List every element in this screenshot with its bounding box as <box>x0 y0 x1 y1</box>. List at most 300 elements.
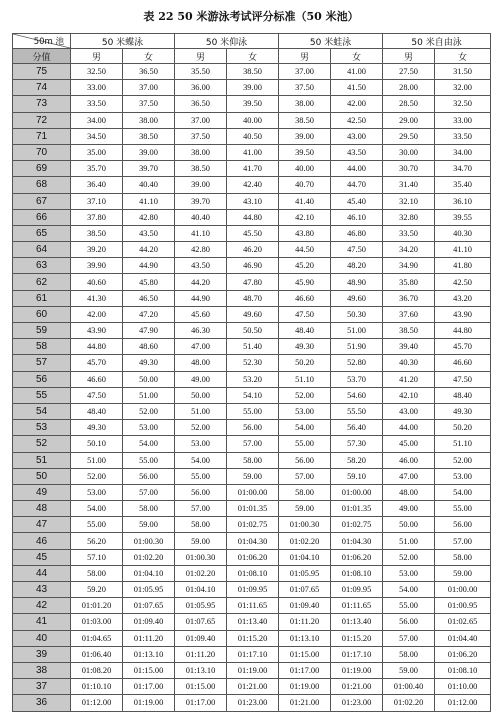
cell-freestyle-female: 48.40 <box>435 387 491 403</box>
cell-butterfly-male: 49.30 <box>71 420 123 436</box>
cell-freestyle-male: 01:00.40 <box>383 679 435 695</box>
cell-backstroke-male: 01:13.10 <box>175 662 227 678</box>
cell-backstroke-male: 49.00 <box>175 371 227 387</box>
cell-butterfly-male: 39.20 <box>71 242 123 258</box>
table-row <box>13 403 491 419</box>
cell-butterfly-female: 01:00.30 <box>123 533 175 549</box>
cell-butterfly-male: 38.50 <box>71 225 123 241</box>
cell-freestyle-female: 36.10 <box>435 193 491 209</box>
table-row <box>13 565 491 581</box>
cell-butterfly-female: 01:11.20 <box>123 630 175 646</box>
cell-breaststroke-female: 43.00 <box>331 128 383 144</box>
cell-backstroke-female: 46.20 <box>227 242 279 258</box>
cell-breaststroke-male: 01:02.20 <box>279 533 331 549</box>
cell-breaststroke-male: 37.50 <box>279 80 331 96</box>
pool-label: 50m 池 <box>33 37 64 47</box>
cell-freestyle-female: 33.50 <box>435 128 491 144</box>
cell-freestyle-male: 37.60 <box>383 306 435 322</box>
cell-breaststroke-male: 54.00 <box>279 420 331 436</box>
cell-butterfly-female: 38.00 <box>123 112 175 128</box>
table-row <box>13 679 491 695</box>
cell-score: 54 <box>13 403 71 419</box>
table-title: 表 22 50 米游泳考试评分标准（50 米池） <box>143 10 359 23</box>
cell-freestyle-female: 39.55 <box>435 209 491 225</box>
cell-breaststroke-male: 01:21.00 <box>279 695 331 711</box>
cell-backstroke-female: 59.00 <box>227 468 279 484</box>
cell-freestyle-male: 58.00 <box>383 646 435 662</box>
cell-backstroke-male: 01:09.40 <box>175 630 227 646</box>
cell-breaststroke-male: 39.00 <box>279 128 331 144</box>
cell-butterfly-male: 39.90 <box>71 258 123 274</box>
cell-butterfly-female: 01:19.00 <box>123 695 175 711</box>
cell-backstroke-male: 56.00 <box>175 484 227 500</box>
cell-freestyle-male: 32.10 <box>383 193 435 209</box>
cell-freestyle-female: 33.00 <box>435 112 491 128</box>
cell-breaststroke-female: 42.50 <box>331 112 383 128</box>
table-row <box>13 209 491 225</box>
cell-backstroke-male: 40.40 <box>175 209 227 225</box>
cell-freestyle-male: 54.00 <box>383 582 435 598</box>
cell-backstroke-female: 54.10 <box>227 387 279 403</box>
cell-freestyle-male: 27.50 <box>383 64 435 80</box>
cell-backstroke-male: 41.10 <box>175 225 227 241</box>
cell-backstroke-male: 55.00 <box>175 468 227 484</box>
cell-breaststroke-female: 01:15.20 <box>331 630 383 646</box>
cell-freestyle-female: 46.60 <box>435 355 491 371</box>
cell-freestyle-male: 41.20 <box>383 371 435 387</box>
cell-butterfly-female: 01:13.10 <box>123 646 175 662</box>
cell-score: 69 <box>13 161 71 177</box>
cell-butterfly-female: 43.50 <box>123 225 175 241</box>
cell-freestyle-male: 52.00 <box>383 549 435 565</box>
cell-backstroke-male: 01:15.00 <box>175 679 227 695</box>
cell-backstroke-male: 36.50 <box>175 96 227 112</box>
cell-butterfly-male: 47.50 <box>71 387 123 403</box>
cell-butterfly-male: 41.30 <box>71 290 123 306</box>
cell-score: 50 <box>13 468 71 484</box>
table-row <box>13 517 491 533</box>
cell-breaststroke-male: 38.00 <box>279 96 331 112</box>
cell-breaststroke-female: 50.30 <box>331 306 383 322</box>
cell-freestyle-female: 57.00 <box>435 533 491 549</box>
cell-backstroke-male: 38.00 <box>175 144 227 160</box>
cell-freestyle-male: 45.00 <box>383 436 435 452</box>
cell-freestyle-male: 38.50 <box>383 323 435 339</box>
cell-breaststroke-male: 40.70 <box>279 177 331 193</box>
cell-backstroke-female: 01:23.00 <box>227 695 279 711</box>
cell-freestyle-female: 35.40 <box>435 177 491 193</box>
cell-backstroke-female: 01:19.00 <box>227 662 279 678</box>
cell-butterfly-female: 48.60 <box>123 339 175 355</box>
cell-freestyle-male: 34.20 <box>383 242 435 258</box>
cell-backstroke-female: 41.00 <box>227 144 279 160</box>
cell-score: 61 <box>13 290 71 306</box>
cell-freestyle-male: 29.00 <box>383 112 435 128</box>
cell-score: 73 <box>13 96 71 112</box>
cell-score: 49 <box>13 484 71 500</box>
cell-backstroke-female: 41.70 <box>227 161 279 177</box>
table-row <box>13 549 491 565</box>
cell-backstroke-female: 44.80 <box>227 209 279 225</box>
cell-butterfly-female: 55.00 <box>123 452 175 468</box>
table-row <box>13 161 491 177</box>
cell-breaststroke-male: 41.40 <box>279 193 331 209</box>
cell-breaststroke-female: 46.10 <box>331 209 383 225</box>
cell-butterfly-male: 01:03.00 <box>71 614 123 630</box>
table-body <box>13 64 491 712</box>
table-row <box>13 339 491 355</box>
cell-breaststroke-female: 49.60 <box>331 290 383 306</box>
cell-freestyle-male: 30.00 <box>383 144 435 160</box>
cell-freestyle-female: 01:08.10 <box>435 662 491 678</box>
cell-breaststroke-female: 01:09.95 <box>331 582 383 598</box>
cell-freestyle-male: 50.00 <box>383 517 435 533</box>
cell-freestyle-male: 28.50 <box>383 96 435 112</box>
cell-breaststroke-male: 50.20 <box>279 355 331 371</box>
cell-breaststroke-female: 01:23.00 <box>331 695 383 711</box>
cell-backstroke-male: 59.00 <box>175 533 227 549</box>
cell-backstroke-female: 01:06.20 <box>227 549 279 565</box>
cell-breaststroke-male: 49.30 <box>279 339 331 355</box>
cell-freestyle-male: 47.00 <box>383 468 435 484</box>
cell-freestyle-male: 01:02.20 <box>383 695 435 711</box>
cell-score: 45 <box>13 549 71 565</box>
cell-butterfly-male: 36.40 <box>71 177 123 193</box>
cell-freestyle-female: 50.20 <box>435 420 491 436</box>
cell-backstroke-male: 57.00 <box>175 501 227 517</box>
cell-backstroke-male: 43.50 <box>175 258 227 274</box>
cell-breaststroke-male: 55.00 <box>279 436 331 452</box>
cell-freestyle-female: 41.10 <box>435 242 491 258</box>
cell-freestyle-male: 43.00 <box>383 403 435 419</box>
cell-breaststroke-female: 48.90 <box>331 274 383 290</box>
cell-backstroke-male: 47.00 <box>175 339 227 355</box>
cell-breaststroke-female: 41.50 <box>331 80 383 96</box>
cell-score: 57 <box>13 355 71 371</box>
cell-backstroke-female: 01:04.30 <box>227 533 279 549</box>
cell-freestyle-male: 34.90 <box>383 258 435 274</box>
cell-breaststroke-female: 58.20 <box>331 452 383 468</box>
cell-butterfly-male: 50.10 <box>71 436 123 452</box>
cell-freestyle-female: 01:06.20 <box>435 646 491 662</box>
cell-butterfly-male: 01:01.20 <box>71 598 123 614</box>
cell-freestyle-male: 51.00 <box>383 533 435 549</box>
female-header: 女 <box>331 49 383 64</box>
cell-backstroke-female: 48.70 <box>227 290 279 306</box>
cell-breaststroke-male: 44.50 <box>279 242 331 258</box>
cell-score: 62 <box>13 274 71 290</box>
table-row <box>13 468 491 484</box>
cell-score: 46 <box>13 533 71 549</box>
corner-header <box>13 34 71 49</box>
cell-butterfly-female: 46.50 <box>123 290 175 306</box>
cell-butterfly-female: 53.00 <box>123 420 175 436</box>
cell-butterfly-female: 49.30 <box>123 355 175 371</box>
cell-breaststroke-female: 44.00 <box>331 161 383 177</box>
cell-backstroke-female: 47.80 <box>227 274 279 290</box>
cell-breaststroke-male: 01:05.95 <box>279 565 331 581</box>
cell-breaststroke-female: 01:13.40 <box>331 614 383 630</box>
table-row <box>13 193 491 209</box>
cell-breaststroke-female: 45.40 <box>331 193 383 209</box>
cell-butterfly-male: 52.00 <box>71 468 123 484</box>
cell-score: 58 <box>13 339 71 355</box>
score-header: 分值 <box>13 49 71 64</box>
cell-freestyle-male: 31.40 <box>383 177 435 193</box>
cell-butterfly-male: 33.50 <box>71 96 123 112</box>
cell-butterfly-female: 40.40 <box>123 177 175 193</box>
cell-butterfly-female: 36.50 <box>123 64 175 80</box>
cell-butterfly-female: 42.80 <box>123 209 175 225</box>
table-row <box>13 371 491 387</box>
cell-freestyle-female: 52.00 <box>435 452 491 468</box>
cell-score: 55 <box>13 387 71 403</box>
cell-backstroke-male: 46.30 <box>175 323 227 339</box>
cell-backstroke-male: 45.60 <box>175 306 227 322</box>
cell-butterfly-female: 59.00 <box>123 517 175 533</box>
cell-butterfly-female: 47.20 <box>123 306 175 322</box>
cell-backstroke-female: 57.00 <box>227 436 279 452</box>
cell-freestyle-female: 41.80 <box>435 258 491 274</box>
cell-backstroke-female: 01:11.65 <box>227 598 279 614</box>
cell-score: 74 <box>13 80 71 96</box>
cell-score: 40 <box>13 630 71 646</box>
cell-butterfly-female: 39.00 <box>123 144 175 160</box>
cell-freestyle-female: 58.00 <box>435 549 491 565</box>
cell-score: 65 <box>13 225 71 241</box>
cell-breaststroke-female: 01:08.10 <box>331 565 383 581</box>
cell-backstroke-female: 01:17.10 <box>227 646 279 662</box>
table-row <box>13 64 491 80</box>
table-row <box>13 452 491 468</box>
table-row <box>13 630 491 646</box>
cell-score: 48 <box>13 501 71 517</box>
cell-freestyle-female: 44.80 <box>435 323 491 339</box>
table-row <box>13 177 491 193</box>
cell-butterfly-male: 35.00 <box>71 144 123 160</box>
table-row <box>13 646 491 662</box>
cell-butterfly-female: 37.00 <box>123 80 175 96</box>
cell-score: 36 <box>13 695 71 711</box>
cell-breaststroke-male: 37.00 <box>279 64 331 80</box>
cell-freestyle-male: 42.10 <box>383 387 435 403</box>
cell-breaststroke-male: 53.00 <box>279 403 331 419</box>
cell-breaststroke-female: 52.80 <box>331 355 383 371</box>
table-row <box>13 582 491 598</box>
cell-butterfly-male: 42.00 <box>71 306 123 322</box>
cell-backstroke-male: 58.00 <box>175 517 227 533</box>
cell-breaststroke-female: 51.90 <box>331 339 383 355</box>
cell-score: 43 <box>13 582 71 598</box>
table-row <box>13 598 491 614</box>
cell-butterfly-female: 01:04.10 <box>123 565 175 581</box>
table-row <box>13 128 491 144</box>
event-header-freestyle: 50 米自由泳 <box>383 34 491 49</box>
cell-butterfly-male: 01:12.00 <box>71 695 123 711</box>
cell-breaststroke-female: 43.50 <box>331 144 383 160</box>
cell-backstroke-male: 53.00 <box>175 436 227 452</box>
female-header: 女 <box>123 49 175 64</box>
cell-freestyle-male: 53.00 <box>383 565 435 581</box>
table-row <box>13 420 491 436</box>
cell-breaststroke-female: 51.00 <box>331 323 383 339</box>
table-row <box>13 225 491 241</box>
cell-freestyle-male: 32.80 <box>383 209 435 225</box>
cell-butterfly-male: 40.60 <box>71 274 123 290</box>
cell-breaststroke-male: 01:11.20 <box>279 614 331 630</box>
cell-breaststroke-male: 56.00 <box>279 452 331 468</box>
cell-backstroke-male: 35.50 <box>175 64 227 80</box>
cell-backstroke-female: 46.90 <box>227 258 279 274</box>
cell-butterfly-female: 54.00 <box>123 436 175 452</box>
cell-backstroke-female: 01:02.75 <box>227 517 279 533</box>
cell-freestyle-female: 53.00 <box>435 468 491 484</box>
cell-backstroke-male: 01:04.10 <box>175 582 227 598</box>
header-row-events <box>13 34 491 49</box>
cell-score: 56 <box>13 371 71 387</box>
cell-breaststroke-female: 57.30 <box>331 436 383 452</box>
cell-freestyle-female: 01:00.95 <box>435 598 491 614</box>
cell-backstroke-male: 50.00 <box>175 387 227 403</box>
cell-breaststroke-male: 01:15.00 <box>279 646 331 662</box>
cell-score: 64 <box>13 242 71 258</box>
table-row <box>13 80 491 96</box>
header-row-gender <box>13 49 491 64</box>
cell-breaststroke-female: 01:11.65 <box>331 598 383 614</box>
cell-butterfly-male: 37.10 <box>71 193 123 209</box>
cell-freestyle-female: 31.50 <box>435 64 491 80</box>
cell-butterfly-female: 01:17.00 <box>123 679 175 695</box>
cell-breaststroke-female: 42.00 <box>331 96 383 112</box>
cell-butterfly-female: 52.00 <box>123 403 175 419</box>
cell-backstroke-male: 37.00 <box>175 112 227 128</box>
cell-butterfly-female: 01:07.65 <box>123 598 175 614</box>
cell-freestyle-male: 55.00 <box>383 598 435 614</box>
cell-butterfly-male: 51.00 <box>71 452 123 468</box>
cell-butterfly-male: 01:10.10 <box>71 679 123 695</box>
cell-backstroke-female: 01:00.00 <box>227 484 279 500</box>
cell-butterfly-female: 41.10 <box>123 193 175 209</box>
cell-score: 60 <box>13 306 71 322</box>
cell-butterfly-male: 54.00 <box>71 501 123 517</box>
cell-butterfly-female: 47.90 <box>123 323 175 339</box>
cell-backstroke-male: 44.90 <box>175 290 227 306</box>
cell-butterfly-male: 59.20 <box>71 582 123 598</box>
cell-backstroke-male: 01:00.30 <box>175 549 227 565</box>
cell-butterfly-female: 51.00 <box>123 387 175 403</box>
table-row <box>13 662 491 678</box>
cell-butterfly-female: 01:09.40 <box>123 614 175 630</box>
cell-butterfly-male: 45.70 <box>71 355 123 371</box>
cell-score: 53 <box>13 420 71 436</box>
table-row <box>13 242 491 258</box>
cell-breaststroke-male: 01:04.10 <box>279 549 331 565</box>
male-header: 男 <box>383 49 435 64</box>
cell-score: 38 <box>13 662 71 678</box>
cell-backstroke-female: 53.20 <box>227 371 279 387</box>
cell-backstroke-male: 42.80 <box>175 242 227 258</box>
table-row <box>13 484 491 500</box>
cell-freestyle-female: 59.00 <box>435 565 491 581</box>
cell-backstroke-male: 54.00 <box>175 452 227 468</box>
cell-breaststroke-male: 01:00.30 <box>279 517 331 533</box>
cell-backstroke-female: 01:09.95 <box>227 582 279 598</box>
cell-freestyle-female: 34.70 <box>435 161 491 177</box>
table-row <box>13 306 491 322</box>
cell-backstroke-male: 37.50 <box>175 128 227 144</box>
cell-butterfly-male: 01:08.20 <box>71 662 123 678</box>
cell-breaststroke-male: 01:09.40 <box>279 598 331 614</box>
cell-freestyle-male: 33.50 <box>383 225 435 241</box>
cell-freestyle-female: 01:02.65 <box>435 614 491 630</box>
cell-butterfly-male: 43.90 <box>71 323 123 339</box>
cell-backstroke-male: 51.00 <box>175 403 227 419</box>
cell-backstroke-female: 51.40 <box>227 339 279 355</box>
cell-backstroke-male: 01:17.00 <box>175 695 227 711</box>
cell-breaststroke-male: 51.10 <box>279 371 331 387</box>
cell-breaststroke-male: 01:07.65 <box>279 582 331 598</box>
cell-breaststroke-male: 43.80 <box>279 225 331 241</box>
cell-breaststroke-male: 01:17.00 <box>279 662 331 678</box>
cell-score: 66 <box>13 209 71 225</box>
cell-butterfly-male: 44.80 <box>71 339 123 355</box>
cell-backstroke-male: 39.70 <box>175 193 227 209</box>
cell-backstroke-female: 01:15.20 <box>227 630 279 646</box>
cell-score: 72 <box>13 112 71 128</box>
cell-score: 71 <box>13 128 71 144</box>
cell-freestyle-male: 49.00 <box>383 501 435 517</box>
table-row <box>13 501 491 517</box>
cell-freestyle-female: 32.00 <box>435 80 491 96</box>
cell-butterfly-male: 37.80 <box>71 209 123 225</box>
table-row <box>13 112 491 128</box>
cell-freestyle-female: 32.50 <box>435 96 491 112</box>
cell-freestyle-male: 44.00 <box>383 420 435 436</box>
cell-breaststroke-male: 38.50 <box>279 112 331 128</box>
cell-freestyle-female: 56.00 <box>435 517 491 533</box>
cell-breaststroke-female: 01:04.30 <box>331 533 383 549</box>
male-header: 男 <box>71 49 123 64</box>
cell-freestyle-female: 01:04.40 <box>435 630 491 646</box>
cell-freestyle-female: 49.30 <box>435 403 491 419</box>
cell-freestyle-female: 43.20 <box>435 290 491 306</box>
cell-breaststroke-female: 41.00 <box>331 64 383 80</box>
cell-freestyle-female: 01:10.00 <box>435 679 491 695</box>
cell-backstroke-female: 38.50 <box>227 64 279 80</box>
cell-breaststroke-male: 48.40 <box>279 323 331 339</box>
cell-butterfly-male: 46.60 <box>71 371 123 387</box>
cell-breaststroke-male: 01:19.00 <box>279 679 331 695</box>
cell-butterfly-male: 48.40 <box>71 403 123 419</box>
table-row <box>13 695 491 711</box>
cell-freestyle-female: 47.50 <box>435 371 491 387</box>
cell-butterfly-male: 01:04.65 <box>71 630 123 646</box>
cell-freestyle-male: 56.00 <box>383 614 435 630</box>
cell-backstroke-male: 44.20 <box>175 274 227 290</box>
cell-freestyle-female: 51.10 <box>435 436 491 452</box>
table-row <box>13 274 491 290</box>
cell-breaststroke-female: 01:06.20 <box>331 549 383 565</box>
cell-freestyle-male: 48.00 <box>383 484 435 500</box>
cell-butterfly-female: 01:05.95 <box>123 582 175 598</box>
cell-score: 39 <box>13 646 71 662</box>
cell-backstroke-female: 45.50 <box>227 225 279 241</box>
cell-freestyle-female: 45.70 <box>435 339 491 355</box>
cell-backstroke-female: 40.00 <box>227 112 279 128</box>
cell-breaststroke-female: 56.40 <box>331 420 383 436</box>
cell-backstroke-male: 01:11.20 <box>175 646 227 662</box>
cell-score: 68 <box>13 177 71 193</box>
